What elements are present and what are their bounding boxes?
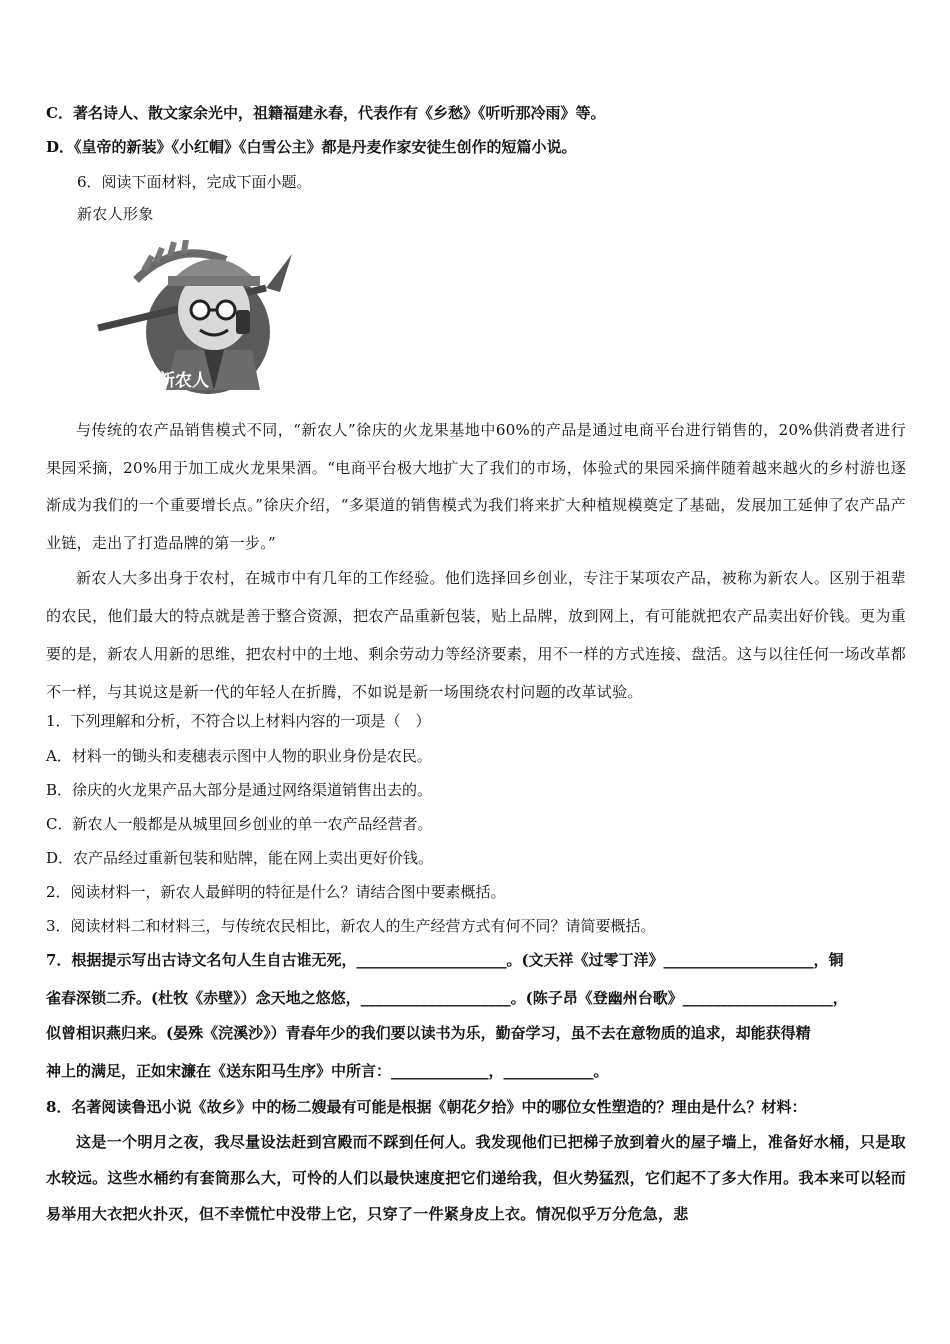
subquestion-3: 3．阅读材料二和材料三，与传统农民相比，新农人的生产经营方式有何不同？请简要概括。 <box>46 917 656 935</box>
logo-text: 新农人 <box>158 371 209 391</box>
material-title: 新农人形象 <box>77 205 154 223</box>
question-7-line-4: 神上的满足，正如宋濂在《送东阳马生序》中所言：_____________，____________。 <box>46 1062 609 1080</box>
material-paragraph-2: 新农人大多出身于农村，在城市中有几年的工作经验。他们选择回乡创业，专注于某项农产品，被称为新农人。区别于祖辈的农民，他们最大的特点就是善于整合资源，把农产品重新包装，贴上品牌，放到网上，有可能就把农产品卖出好价钱。更为重要的是，新农人用新的思维，把农村中的土地、剩余劳动力等经济要素，用不一样的方式连接、盘活。这与以往任何一场改革都不一样，与其说这是新一代的年轻人在折腾，不如说是新一场围绕农村问题的改革试验。 <box>46 569 906 701</box>
option-a: A．材料一的锄头和麦穗表示图中人物的职业身份是农民。 <box>46 747 432 765</box>
subquestion-2: 2．阅读材料一，新农人最鲜明的特征是什么？请结合图中要素概括。 <box>46 883 506 901</box>
question-8-prompt: 8．名著阅读鲁迅小说《故乡》中的杨二嫂最有可能是根据《朝花夕拾》中的哪位女性塑造的？理由是什么？材料： <box>46 1098 807 1116</box>
question-7-line-3: 似曾相识燕归来。(晏殊《浣溪沙》）青春年少的我们要以读书为乐，勤奋学习，虽不去在意物质的追求，却能获得精 <box>46 1024 811 1042</box>
option-b: B．徐庆的火龙果产品大部分是通过网络渠道销售出去的。 <box>46 781 433 799</box>
option-c: C．新农人一般都是从城里回乡创业的单一农产品经营者。 <box>46 815 433 833</box>
option-c-prev: C．著名诗人、散文家余光中，祖籍福建永春，代表作有《乡愁》《听听那冷雨》等。 <box>46 104 606 122</box>
new-farmer-logo <box>96 240 302 400</box>
question-7-line-1: 7．根据提示写出古诗文名句人生自古谁无死，____________________。(文天祥《过零丁洋》____________________，铜 <box>46 951 844 969</box>
option-d-prev: D．《皇帝的新装》《小红帽》《白雪公主》都是丹麦作家安徒生创作的短篇小说。 <box>46 138 577 156</box>
question-6-intro: 6．阅读下面材料，完成下面小题。 <box>77 173 312 191</box>
question-8-passage: 这是一个明月之夜，我尽量设法赶到宫殿而不踩到任何人。我发现他们已把梯子放到着火的屋子墙上，准备好水桶，只是取水较远。这些水桶约有套筒那么大，可怜的人们以最快速度把它们递给我，但火势猛烈，它们起不了多大作用。我本来可以轻而易举用大衣把火扑灭，但不幸慌忙中没带上它，只穿了一件紧身皮上衣。情况似乎万分危急，悲 <box>46 1133 906 1223</box>
option-d: D．农产品经过重新包装和贴牌，能在网上卖出更好价钱。 <box>46 849 434 867</box>
material-paragraph-1: 与传统的农产品销售模式不同，“新农人”徐庆的火龙果基地中60%的产品是通过电商平台进行销售的，20%供消费者进行果园采摘，20%用于加工成火龙果果酒。“电商平台极大地扩大了我们的市场，体验式的果园采摘伴随着越来越火的乡村游也逐渐成为我们的一个重要增长点。”徐庆介绍，“多渠道的销售模式为我们将来扩大种植规模奠定了基础，发展加工延伸了农产品产业链，走出了打造品牌的第一步。” <box>46 421 906 552</box>
subquestion-1: 1．下列理解和分析，不符合以上材料内容的一项是（ ） <box>46 712 431 730</box>
question-7-line-2: 雀春深锁二乔。(杜牧《赤壁》）念天地之悠悠，____________________。(陈子昂《登幽州台歌》____________________， <box>46 989 848 1007</box>
